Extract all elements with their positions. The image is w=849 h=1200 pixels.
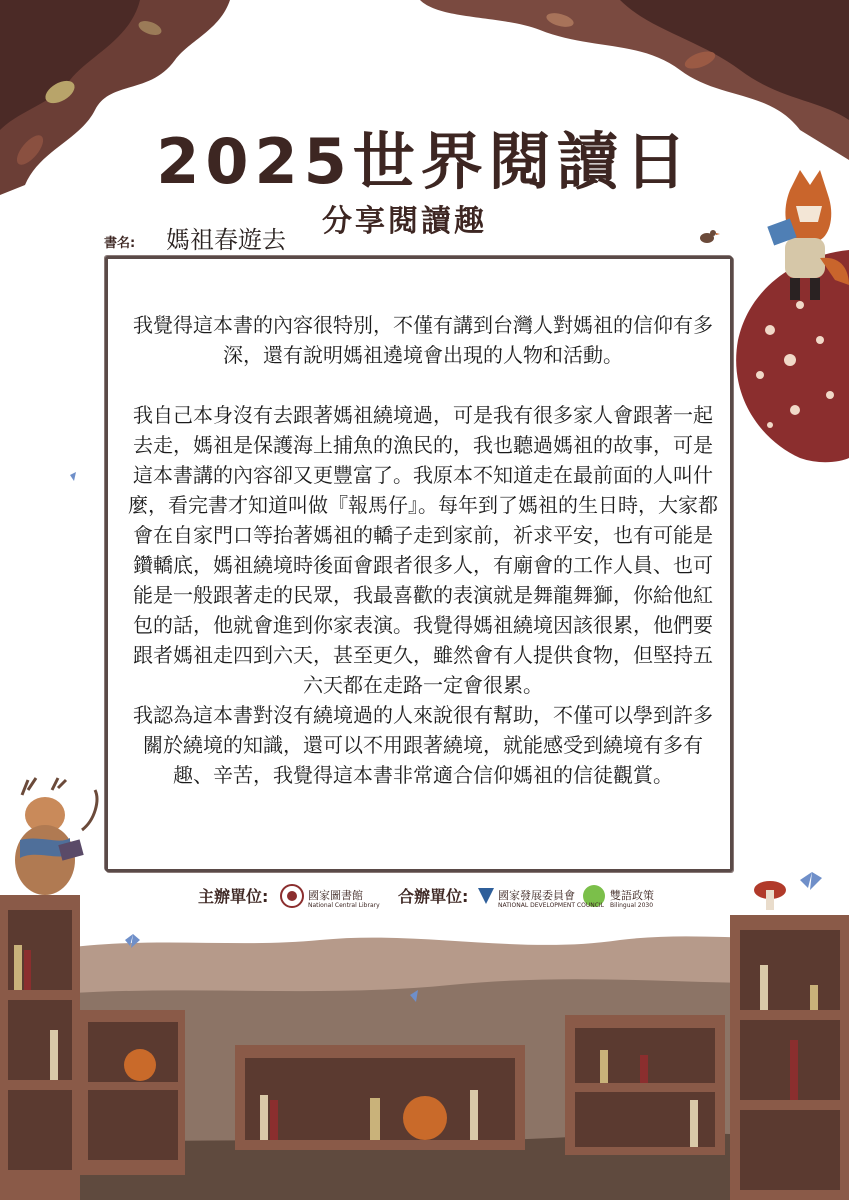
essay-paragraph: 我認為這本書對沒有繞境過的人來說很有幫助，不僅可以學到許多關於繞境的知識，還可以不用跟著繞境，就能感受到繞境有多有趣、辛苦，我覺得這本書非常適合信仰媽祖的信徒觀賞。 xyxy=(133,703,713,787)
small-bird xyxy=(700,230,720,243)
poster-subtitle: 分享閱讀趣 xyxy=(322,204,487,239)
essay-body xyxy=(128,310,718,790)
co-organizer-1-name-en: NATIONAL DEVELOPMENT COUNCIL xyxy=(498,902,605,909)
organizer-label: 主辦單位: xyxy=(198,887,269,906)
co-organizer-1-name: 國家發展委員會 xyxy=(498,889,575,902)
co-organizer-label: 合辦單位: xyxy=(398,887,469,906)
left-bookshelf xyxy=(0,895,185,1200)
poster-title: 2025世界閱讀日 xyxy=(156,125,693,198)
book-title-value: 媽祖春遊去 xyxy=(166,226,286,254)
deer-reading xyxy=(15,778,97,895)
essay-paragraph: 我覺得這本書的內容很特別，不僅有講到台灣人對媽祖的信仰有多深，還有說明媽祖遶境會出現的人物和活動。 xyxy=(133,313,713,367)
co-organizer-2-name: 雙語政策 xyxy=(610,889,654,902)
organizer-name-en: National Central Library xyxy=(308,902,380,909)
right-bookshelf xyxy=(565,881,849,1200)
middle-bookshelf xyxy=(235,1045,525,1150)
essay-paragraph: 我自己本身沒有去跟著媽祖繞境過，可是我有很多家人會跟著一起去走，媽祖是保護海上捕魚的漁民的，我也聽過媽祖的故事，可是這本書講的內容卻又更豐富了。我原本不知道走在最前面的人叫什麼，看完書才知道叫做『報馬仔』。每年到了媽祖的生日時，大家都會在自家門口等抬著媽祖的轎子走到家前，祈求平安，也有可能是鑽轎底，媽祖繞境時後面會跟者很多人，有廟會的工作人員、也可能是一般跟著走的民眾，我最喜歡的表演就是舞龍舞獅，你給他紅包的話，他就會進到你家表演。我覺得媽祖繞境因該很累，他們要跟者媽祖走四到六天，甚至更久，雖然會有人提供食物，但堅持五六天都在走路一定會很累。 xyxy=(128,403,718,697)
co-organizer-2-name-en: Bilingual 2030 xyxy=(610,902,654,909)
book-title-label: 書名: xyxy=(104,236,136,251)
organizer-name: 國家圖書館 xyxy=(308,889,363,902)
